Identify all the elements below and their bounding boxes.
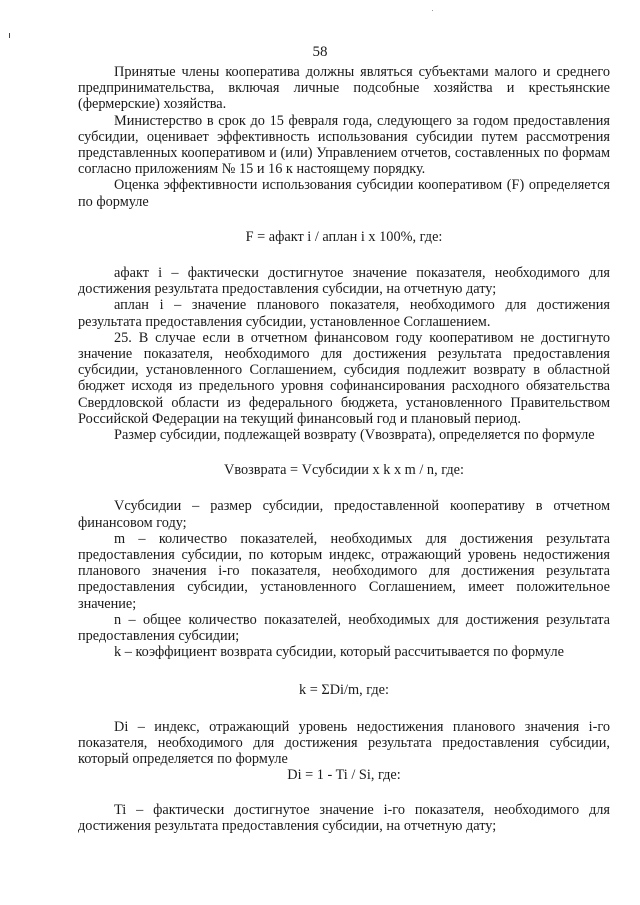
definition-vsubsidy: Vсубсидии – размер субсидии, предоставленной кооперативу в отчетном финансовом году; (78, 498, 610, 531)
definition-ti: Ti – фактически достигнутое значение i-го показателя, необходимого для достижения результата предоставления субсидии, на отчетную дату; (78, 801, 610, 834)
paragraph-return-size-intro: Размер субсидии, подлежащей возврату (Vвозврата), определяется по формуле (114, 427, 595, 444)
paragraph-efficiency-intro: Оценка эффективности использования субсидии кооперативом (F) определяется по формуле (78, 177, 610, 210)
definition-afact: афакт i – фактически достигнутое значение показателя, необходимого для достижения результата предоставления субсидии, на отчетную дату; (78, 265, 610, 298)
definition-k: k – коэффициент возврата субсидии, который рассчитывается по формуле (114, 644, 564, 661)
page-number: 58 (312, 44, 328, 60)
formula-k: k = ΣDi/m, где: (299, 681, 389, 698)
definition-di: Di – индекс, отражающий уровень недостижения планового значения i-го показателя, необходимого для достижения результата предоставления субсидии, который определяется по формуле (78, 718, 610, 768)
scan-dot (432, 10, 433, 11)
definition-n: n – общее количество показателей, необходимых для достижения результата предоставления субсидии; (78, 611, 610, 645)
definition-m: m – количество показателей, необходимых для достижения результата предоставления субсидии, по которым индекс, отражающий уровень недостижения планового значения i-го показателя, необходимого для достижения результата предоставления субсидии, установленного Соглашением, имеет положительное значение; (78, 530, 610, 612)
document-body (78, 64, 610, 834)
formula-efficiency: F = афакт i / аплан i х 100%, где: (245, 228, 443, 245)
definition-aplan: аплан i – значение планового показателя, необходимого для достижения результата предоставления субсидии, установленное Соглашением. (78, 297, 610, 330)
formula-di: Di = 1 - Ti / Si, где: (287, 767, 401, 784)
formula-return: Vвозврата = Vсубсидии х k х m / n, где: (224, 462, 464, 479)
scan-mark (9, 33, 10, 38)
paragraph-ministry-evaluation: Министерство в срок до 15 февраля года, следующего за годом предоставления субсидии, оценивает эффективность использования субсидии путем рассмотрения представленных кооперативом и (или) Управлением отчетов, составленных по формам согласно приложениям № 15 и 16 к настоящему порядку. (78, 112, 610, 178)
paragraph-25-return: 25. В случае если в отчетном финансовом году кооперативом не достигнуто значение показателя, необходимого для достижения результата предоставления субсидии, установленного Соглашением, субсидия подлежит возврату в областной бюджет исходя из предельного уровня софинансирования расходного обязательства Свердловской области из федерального бюджета, установленного Правительством Российской Федерации на текущий финансовый год и плановый период. (78, 329, 610, 427)
paragraph-members-requirement: Принятые члены кооператива должны являться субъектами малого и среднего предпринимательства, включая личные подсобные хозяйства и крестьянские (фермерские) хозяйства. (78, 64, 610, 113)
